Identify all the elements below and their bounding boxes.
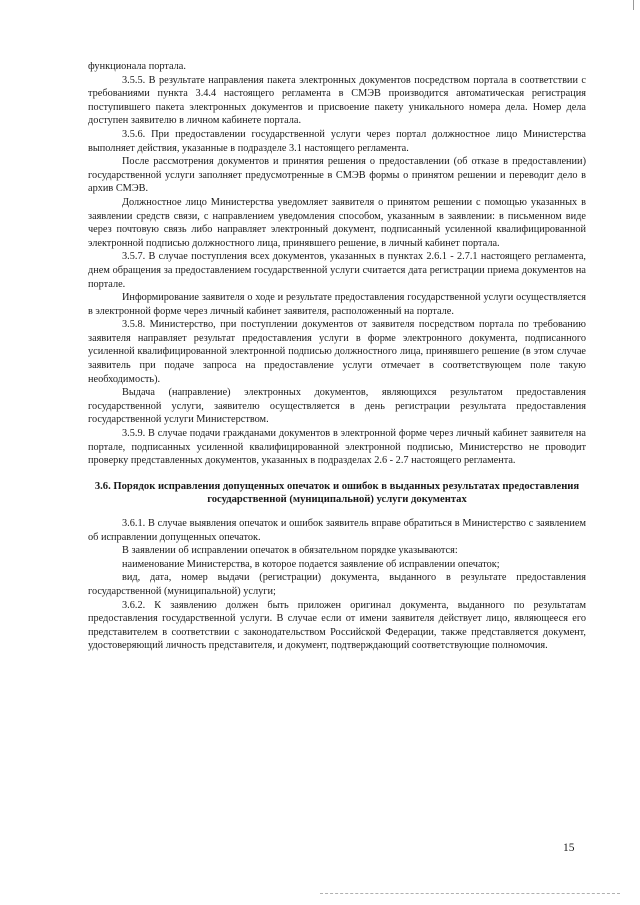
paragraph-informing: Информирование заявителя о ходе и результате предоставления государственной услуги осуществляется в электронной форме через личный кабинет заявителя, расположенный на портале.: [88, 292, 586, 317]
paragraph-3-6-1: 3.6.1. В случае выявления опечаток и ошибок заявитель вправе обратиться в Министерство с заявлением об исправлении допущенных опечаток.: [88, 518, 586, 543]
paragraph-official-notifies: Должностное лицо Министерства уведомляет заявителя о принятом решении с помощью указанных в заявлении средств связи, с направлением уведомления способом, указанным в заявлении: в письменном виде через почтовую связь либо направляет электронный документ, подписанный усиленной квалифицированной электронной подписью должностного лица, принявшего решение, в личный кабинет портала.: [88, 196, 586, 249]
section-title-3-6: 3.6. Порядок исправления допущенных опечаток и ошибок в выданных результатах предоставления государственной (муниципальной) услуги документах: [94, 480, 580, 506]
page-number: 15: [563, 842, 575, 854]
paragraph-ministry-name: наименование Министерства, в которое подается заявление об исправлении опечаток;: [122, 558, 500, 570]
paragraph-3-5-5: 3.5.5. В результате направления пакета электронных документов посредством портала в соответствии с требованиями пункта 3.4.4 настоящего регламента в СМЭВ производится автоматическая регистрация поступившего пакета электронных документов и присвоение пакету уникального номера дела. Номер дела доступен заявителю в личном кабинете портала.: [88, 74, 586, 127]
scan-bottom-rule: [320, 893, 620, 895]
paragraph-3-6-2: 3.6.2. К заявлению должен быть приложен оригинал документа, выданного по результатам предоставления государственной услуги. В случае если от имени заявителя действует лицо, являющееся его представителем в соответствии с законодательством Российской Федерации, также представляется документ, удостоверяющий личность представителя, и документ, подтверждающий соответствующие полномочия.: [88, 599, 586, 652]
paragraph-3-5-7: 3.5.7. В случае поступления всех документов, указанных в пунктах 2.6.1 - 2.7.1 настоящего регламента, днем обращения за предоставлением государственной услуги считается дата регистрации приема документов на портале.: [88, 251, 586, 290]
paragraph-application-contents: В заявлении об исправлении опечаток в обязательном порядке указываются:: [122, 545, 458, 557]
paragraph-3-5-8: 3.5.8. Министерство, при поступлении документов от заявителя посредством портала по требованию заявителя направляет результат предоставления услуги в форме электронного документа, подписанного усиленной квалифицированной электронной подписью должностного лица, принявшего решение (в этом случае заявитель при подаче запроса на предоставление услуги отмечает в соответствующем поле такую необходимость).: [88, 319, 586, 385]
paragraph-issuance: Выдача (направление) электронных документов, являющихся результатом предоставления государственной услуги, заявителю осуществляется в день регистрации результата предоставления государственной услуги Министерством.: [88, 387, 586, 426]
paragraph-continuation: функционала портала.: [88, 61, 186, 72]
paragraph-3-5-6: 3.5.6. При предоставлении государственной услуги через портал должностное лицо Министерства выполняет действия, указанные в подразделе 3.1 настоящего регламента.: [88, 128, 586, 154]
scan-corner-mark: [633, 0, 634, 10]
document-page: [88, 60, 586, 653]
paragraph-3-5-9: 3.5.9. В случае подачи гражданами документов в электронной форме через личный кабинет заявителя на портале, подписанных усиленной квалифицированной электронной подписью, Министерство не проводит проверку представленных документов, указанных в подразделах 2.6 - 2.7 настоящего регламента.: [88, 428, 586, 467]
paragraph-document-details: вид, дата, номер выдачи (регистрации) документа, выданного в результате предоставления государственной (муниципальной) услуги;: [88, 572, 586, 597]
paragraph-after-review: После рассмотрения документов и принятия решения о предоставлении (об отказе в предоставлении) государственной услуги заполняет предусмотренные в СМЭВ формы о принятом решении и переводит дело в архив СМЭВ.: [88, 156, 586, 195]
